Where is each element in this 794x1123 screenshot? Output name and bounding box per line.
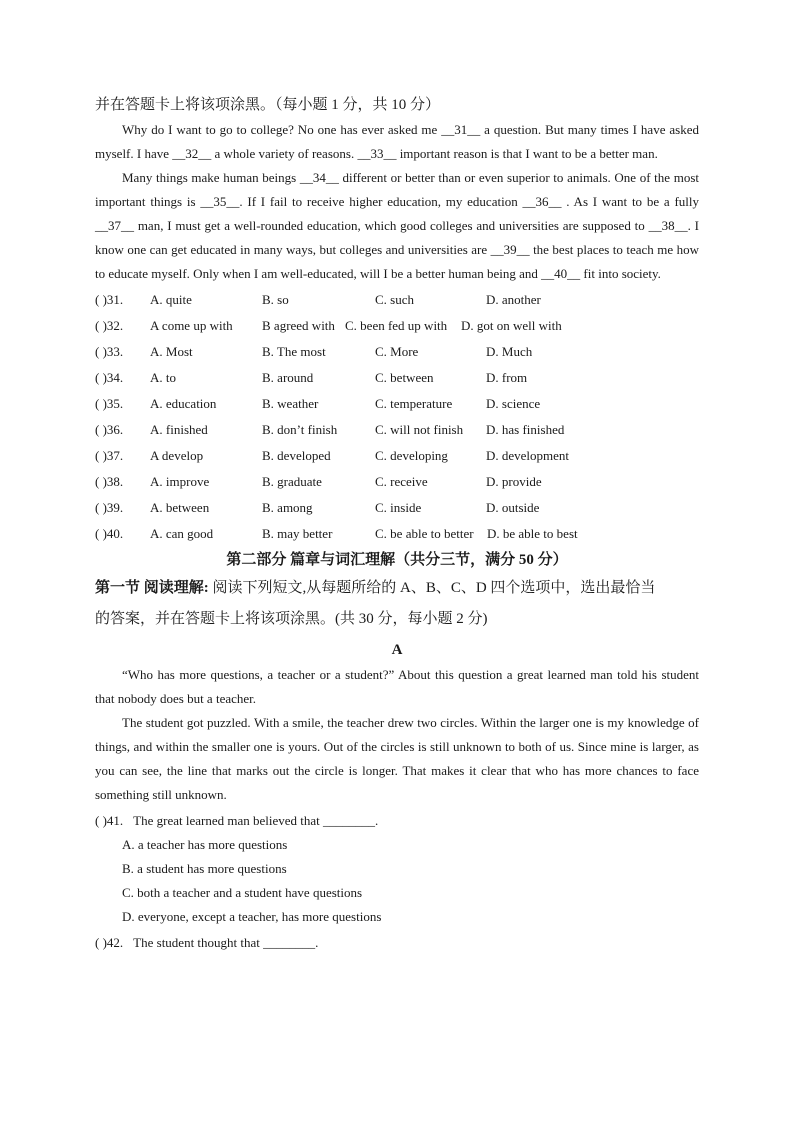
- option-d: D. got on well with: [461, 318, 562, 333]
- question-stem: The great learned man believed that ________.: [133, 813, 379, 828]
- option-c: C. will not finish: [375, 422, 464, 437]
- option-row: [95, 469, 699, 495]
- option-row: [95, 391, 699, 417]
- question-number[interactable]: ( )32.: [95, 318, 124, 333]
- section-one-intro: [95, 573, 699, 604]
- option-b: B. among: [262, 500, 313, 515]
- option-b: B. weather: [262, 396, 319, 411]
- option-a: A. education: [150, 396, 217, 411]
- option-a: A. quite: [150, 292, 192, 307]
- option-b: B. so: [262, 292, 289, 307]
- option-a: A. Most: [150, 344, 193, 359]
- option-d: D. another: [486, 292, 541, 307]
- option-row: [95, 443, 699, 469]
- answer-option-d: D. everyone, except a teacher, has more questions: [122, 909, 382, 924]
- question-42: [95, 931, 699, 955]
- question-number[interactable]: ( )31.: [95, 292, 124, 307]
- answer-option-a: A. a teacher has more questions: [122, 837, 288, 852]
- question-number[interactable]: ( )41.: [95, 813, 124, 828]
- option-d: D. from: [486, 370, 528, 385]
- part-two-title: 第二部分 篇章与词汇理解（共分三节，满分 50 分）: [226, 552, 568, 568]
- option-c: C. receive: [375, 474, 428, 489]
- option-a: A develop: [150, 448, 204, 463]
- option-row: [95, 495, 699, 521]
- cloze-paragraph-1: Why do I want to go to college? No one has ever asked me __31__ a question. But many times I have asked myself. I have __32__ a whole variety of reasons. __33__ important reason is that I want to be a better man.: [95, 122, 699, 161]
- question-number[interactable]: ( )40.: [95, 526, 124, 541]
- option-c: C. temperature: [375, 396, 453, 411]
- option-b: B agreed with: [262, 318, 335, 333]
- question-number[interactable]: ( )36.: [95, 422, 124, 437]
- option-a: A. can good: [150, 526, 214, 541]
- question-number[interactable]: ( )35.: [95, 396, 124, 411]
- question-number[interactable]: ( )33.: [95, 344, 124, 359]
- option-d: D. provide: [486, 474, 542, 489]
- section-one-text: 阅读下列短文,从每题所给的 A、B、C、D 四个选项中，选出最恰当: [208, 580, 656, 596]
- option-row: [95, 287, 699, 313]
- option-b: B. may better: [262, 526, 333, 541]
- cloze-options: [95, 287, 699, 547]
- cloze-paragraph-2: Many things make human beings __34__ different or better than or even superior to animals. One of the most important things is __35__. If I fail to receive higher education, my education __36__ . As I want to be a fully __37__ man, I must get a well-rounded education, which good colleges and universities are supposed to __38__. I know one can get educated in many ways, but colleges and universities are __39__ the best places to teach me how to educate myself. Only when I am well-educated, will I be a better human being and __40__ fit into society.: [95, 170, 699, 281]
- option-c: C. between: [375, 370, 434, 385]
- passage-title: A: [391, 642, 403, 658]
- answer-option-c: C. both a teacher and a student have questions: [122, 885, 363, 900]
- option-a: A. finished: [150, 422, 208, 437]
- option-d: D. outside: [486, 500, 540, 515]
- question-number[interactable]: ( )39.: [95, 500, 124, 515]
- option-c: C. been fed up with: [345, 318, 448, 333]
- option-b: B. around: [262, 370, 314, 385]
- passage-paragraph-2: The student got puzzled. With a smile, the teacher drew two circles. Within the larger one is my knowledge of things, and within the smaller one is yours. Out of the circles is still unknown to both of us. Since mine is larger, as you can see, the line that marks out the circle is longer. That makes it clear that who has more chances to face something still unknown.: [95, 715, 699, 802]
- option-d: D. science: [486, 396, 541, 411]
- question-number[interactable]: ( )37.: [95, 448, 124, 463]
- section-one-label: 第一节 阅读理解:: [95, 580, 209, 596]
- option-a: A. to: [150, 370, 176, 385]
- option-d: D. has finished: [486, 422, 565, 437]
- question-number[interactable]: ( )38.: [95, 474, 124, 489]
- option-b: B. developed: [262, 448, 331, 463]
- question-number[interactable]: ( )42.: [95, 935, 124, 950]
- option-b: B. don’t finish: [262, 422, 338, 437]
- option-d: D. Much: [486, 344, 533, 359]
- question-number[interactable]: ( )34.: [95, 370, 124, 385]
- option-b: B. The most: [262, 344, 326, 359]
- option-c: C. developing: [375, 448, 448, 463]
- option-c: C. inside: [375, 500, 422, 515]
- question-41: [95, 809, 699, 833]
- question-stem: The student thought that ________.: [133, 935, 319, 950]
- option-b: B. graduate: [262, 474, 322, 489]
- option-row: [95, 339, 699, 365]
- option-c: C. be able to better: [375, 526, 474, 541]
- option-a: A. improve: [150, 474, 210, 489]
- option-row: [95, 417, 699, 443]
- option-row: [95, 521, 699, 547]
- option-row: [95, 313, 699, 339]
- option-d: D. development: [486, 448, 570, 463]
- passage-paragraph-1: “Who has more questions, a teacher or a student?” About this question a great learned man told his student that nobody does but a teacher.: [95, 667, 699, 706]
- option-a: A. between: [150, 500, 210, 515]
- option-a: A come up with: [150, 318, 233, 333]
- option-row: [95, 365, 699, 391]
- section-one-text-line-2: 的答案，并在答题卡上将该项涂黑。(共 30 分，每小题 2 分): [95, 611, 488, 627]
- answer-option-b: B. a student has more questions: [122, 861, 287, 876]
- option-c: C. More: [375, 344, 419, 359]
- exam-page: [95, 92, 699, 955]
- option-d: D. be able to best: [487, 526, 578, 541]
- option-c: C. such: [375, 292, 414, 307]
- cloze-instruction: 并在答题卡上将该项涂黑。（每小题 1 分，共 10 分）: [95, 97, 441, 113]
